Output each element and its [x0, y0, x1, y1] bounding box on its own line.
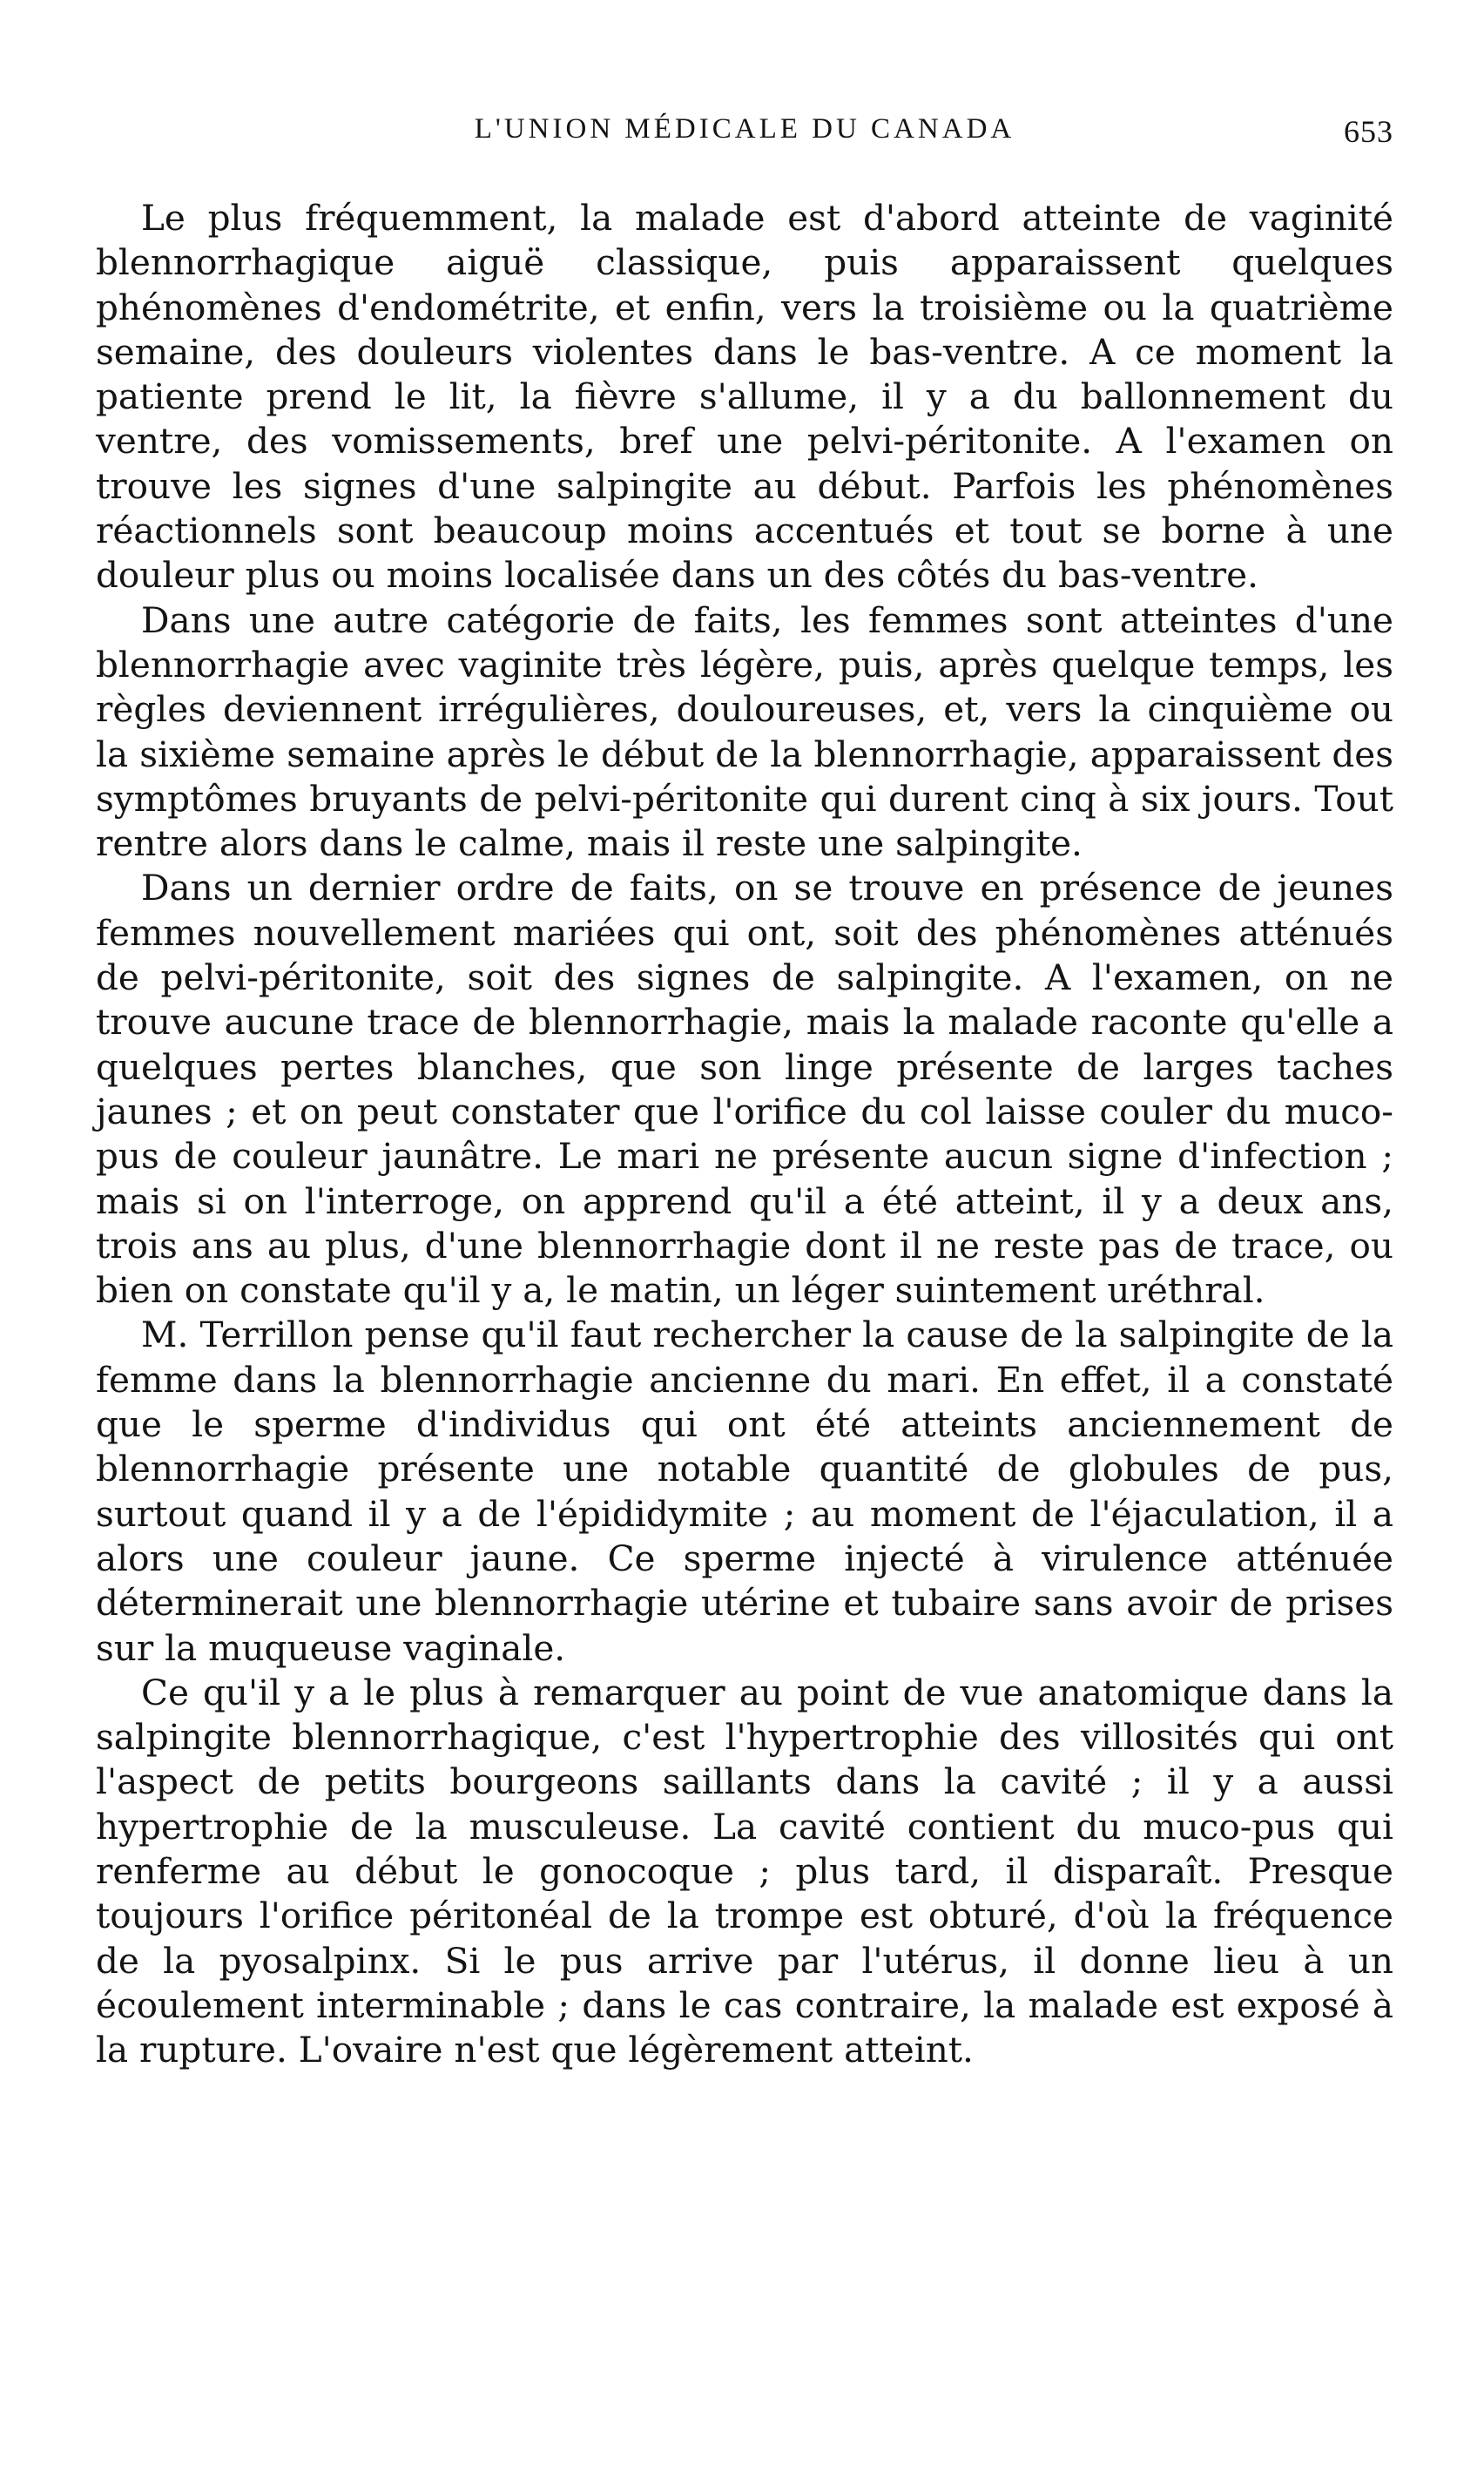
body-text	[96, 196, 1393, 2072]
paragraph-3: Dans un dernier ordre de faits, on se trouve en présence de jeunes femmes nouvellement mariées qui ont, soit des phénomènes atténués de pelvi-péritonite, soit des signes de salpingite. A l'examen, on ne trouve aucune trace de blennorrhagie, mais la malade raconte qu'elle a quelques pertes blanches, que son linge présente de larges taches jaunes ; et on peut constater que l'orifice du col laisse couler du muco-pus de couleur jaunâtre. Le mari ne présente aucun signe d'infection ; mais si on l'interroge, on apprend qu'il a été atteint, il y a deux ans, trois ans au plus, d'une blennorrhagie dont il ne reste pas de trace, ou bien on constate qu'il y a, le matin, un léger suintement uréthral.	[96, 867, 1393, 1312]
paragraph-4: M. Terrillon pense qu'il faut rechercher la cause de la salpingite de la femme dans la blennorrhagie ancienne du mari. En effet, il a constaté que le sperme d'individus qui ont été atteints anciennement de blennorrhagie présente une notable quantité de globules de pus, surtout quand il y a de l'épididymite ; au moment de l'éjaculation, il a alors une couleur jaune. Ce sperme injecté à virulence atténuée déterminerait une blennorrhagie utérine et tubaire sans avoir de prises sur la muqueuse vaginale.	[96, 1314, 1393, 1669]
running-title: L'UNION MÉDICALE DU CANADA	[474, 113, 1015, 145]
running-header	[96, 113, 1393, 157]
paragraph-5: Ce qu'il y a le plus à remarquer au point de vue anatomique dans la salpingite blennorrhagique, c'est l'hypertrophie des villosités qui ont l'aspect de petits bourgeons saillants dans la cavité ; il y a aussi hypertrophie de la musculeuse. La cavité contient du muco-pus qui renferme au début le gonocoque ; plus tard, il disparaît. Presque toujours l'orifice péritonéal de la trompe est obturé, d'où la fréquence de la pyosalpinx. Si le pus arrive par l'utérus, il donne lieu à un écoulement interminable ; dans le cas contraire, la malade est exposé à la rupture. L'ovaire n'est que légèrement atteint.	[96, 1671, 1393, 2071]
page-number: 653	[1344, 114, 1393, 149]
paragraph-2: Dans une autre catégorie de faits, les femmes sont atteintes d'une blennorrhagie avec vaginite très légère, puis, après quelque temps, les règles deviennent irrégulières, douloureuses, et, vers la cinquième ou la sixième semaine après le début de la blennorrhagie, apparaissent des symptômes bruyants de pelvi-péritonite qui durent cinq à six jours. Tout rentre alors dans le calme, mais il reste une salpingite.	[96, 598, 1393, 865]
paragraph-1: Le plus fréquemment, la malade est d'abord atteinte de vaginité blennorrhagique aiguë classique, puis apparaissent quelques phénomènes d'endométrite, et enfin, vers la troisième ou la quatrième semaine, des douleurs violentes dans le bas-ventre. A ce moment la patiente prend le lit, la fièvre s'allume, il y a du ballonnement du ventre, des vomissements, bref une pelvi-péritonite. A l'examen on trouve les signes d'une salpingite au début. Parfois les phénomènes réactionnels sont beaucoup moins accentués et tout se borne à une douleur plus ou moins localisée dans un des côtés du bas-ventre.	[96, 197, 1393, 597]
